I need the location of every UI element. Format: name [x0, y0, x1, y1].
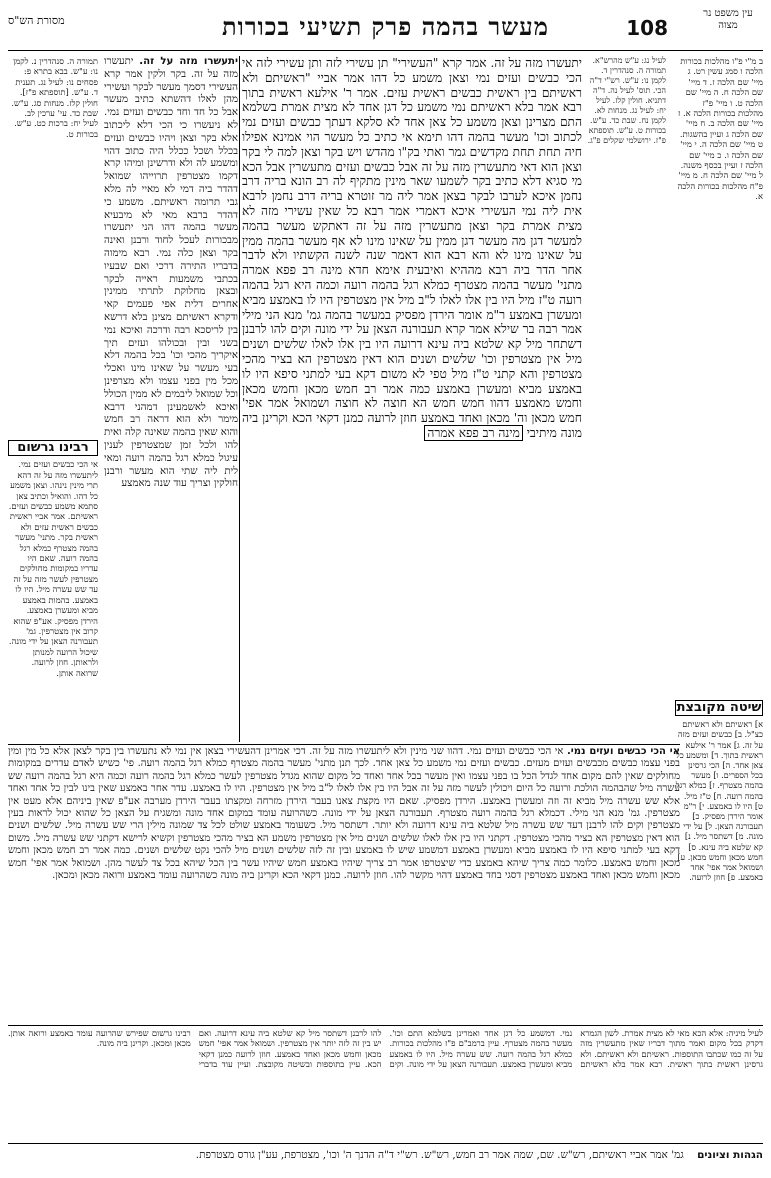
masoret-hashas-column: תמורה ה. סנהדרין נ. לקמן נו: ע"ש. בבא בתרא פ: פסחים נו: לעיל נג. תענית ד. ע"ש. [תוספתא פ"ז]. חולין קלז. מנחות סג. ע"ש. שבת כד. עי' ערכין לב. לעיל יח: ברכות כט. ע"ש. בכורות ט. — [11, 56, 98, 139]
tosafot-dibur-hamatchil: יתעשרו מזה על זה. — [139, 56, 238, 67]
shita-mekubetzet-box — [675, 700, 763, 1020]
tosafot-body: יתעשרו מזה על זה. בקר ולקין אמר קרא העשירי דסמך מעשר לבקר ועשירי מהן לאלו דהשתא כתיב מעשר אבל כל חד וחד כבשים ועזים נמי. לא ניעשרו כי הכי דלא ליכתוב אלא בקר וצאן ויהיו כבשים ועזים בכלל ושכל ככלל היה כתוב דהוי ומשמע לה ולא ודרשינן ומיהו קרא דקמו מצטרפין תרוייהו שמואל דהדר ביה דמי לא מאיי לה מלא גבי תרומה ראשיתם. משמע כי דהדר ברבא מאי לא מיבעיא מעשר בהמה דהו הני יתעשרו מבכורות לעכל לחוד ורבנן ואינה בקר וצאן כלה נמי. רבא מימוה בדבריו התירה דרכי ואם שבעיו בכתבי משמעות ראייה לבקר ובצאן מחלוקת לתרתי ממינין אחרים דלית אפי פעמים קאי ודקרא ראשיתם מצינן בלא דרשא בין לריסכא רבה ודרכה ואיכא נמי בשני ובין ובכולהו ועזים תיך איקריך מהכי וכו' בכל בהמה דלא בעי מעשר על שאינו מינו ואכלי מכל מין בפני עצמו ולא מצרפינן וכל שמואל ליבמים לא ממין הכולל ואיכא לאשמעינן דמהני דרבא מימר ולא הוא דראה רב חמש והוא שאין בהמה שאינה קלה ואית להו ולכל זמן שמצטרפין לענין עיגול כמלא רגל בהמה רועה ומאי לית ליה שתי הוא מעשר ורבנן חולקין וצריך עוד שנה מאמצע — [104, 56, 238, 490]
footnotes-block: לעיל מיניה: אלא הכא מאי לא מצית אמרת. לשון הגמרא דקדק בכל מקום ואמר מתוך דבריו שאין מתעשרין מזה על זה כמו שכתבו התוספות. ראשיתם ולא ראשיתם. ולא גרסינן ראשית בתוך ראשית. רבא אמר בלא ראשיתם נמי. דמשמע כל דגן אחד ואמרינן בשלמא התם וכו'. מעשר בהמה מצטרף. עיין ברמב"ם פ"ז מהלכות בכורות. כמלא רגל בהמה רועה. שש עשרה מיל. היו לו באמצע מביא ומעשרן באמצע. תעבורנה הצאן על ידי מונה. וקים להו לרבנן דשתסר מיל קא שלטא ביה עינא דרועה. ואם יש בין זה לזה יותר אין מצטרפין. ושמואל אמר אפי' חמש מכאן וחמש מכאן ואחד באמצע. חוזן לרועה כמנן דקאי הכא. עיין בתוספות ובשיטה מקובצת. ועיין עוד בדברי רבינו גרשום שפירש שהרועה עומד באמצע ורואה אותן. מכאן ומכאן. וקרינן ביה מונה. — [8, 1028, 763, 1070]
ein-mishpat-column: ב מ"י פ"ו מהלכות בכורות הלכה ו סמג עשין רט. ג מיי' שם הלכה ז. ד מיי' שם הלכה ח. ה מיי' שם הלכה ט. ו מיי' פ"ז מהלכות בכורות הלכה א. ז מיי' שם הלכה ב. ח מיי' שם הלכה ג ועיין בהשגות. ט מיי' שם הלכה ה. י מיי' שם הלכה ו. כ מיי' שם הלכה ז ועיין בכסף משנה. ל מיי' שם הלכה ח. מ מיי' פ"ח מהלכות בכורות הלכה א. — [677, 56, 763, 202]
hagahot-footer — [8, 1143, 763, 1168]
rashi-top-rule — [8, 744, 680, 745]
shita-mekubetzet-title: שיטה מקובצת — [676, 700, 762, 715]
gemara-text — [242, 56, 582, 742]
rabbenu-gershom-box — [8, 440, 98, 740]
rashi-body: אי הכי כבשים ועזים נמי. דהוו שני מינין ולא ליתעשרו מזה על זה. דכי אמרינן דהעשירי בצאן אין נמי לא נתעשרו בין בקר לצאן אלא כל מין ומין בפני עצמו כבשים מכבשים ועזים מעזים. כבשים ועזים נמי משמע כל צאן אחד. לכך תנן מתני' מעשר בהמה מצטרף כמלא רגל בהמה רועה. פי' כשיש לאדם עדרים במקומות מחולקים שאין להם מקום אחד לגדל הכל בו בפני עצמו ואין מעשר בכל אחד ואחד כל מקום שהוא מגדל מצטרפין לעשר כמלא רגל בהמה רועה וכמה היא רגל בהמה רועה שש עשרה מיל שהבהמה הולכת ורועה כל היום ויכולין לעשר מזה על זה אבל היו בין אלו לאלו ל"ב מיל אין מצטרפין. היו לו באמצע. עדר אחר באמצע שאין בינו לבין כל אחד ואחד אלא שש עשרה מיל מביא זה וזה ומעשרן באמצע. הירדן מפסיק. שאם היו מקצת צאנו בעבר הירדן מזרחה ומקצתו בעבר הירדן מערבה אע"פ שאין ביניהם אלא מעט אין מצטרפין. גמ' מנא הני מילי. דכמלא רגל בהמה רועה מצטרף. תעבורנה הצאן על ידי מונה. כשהרועה עומד במקום אחד מונה ומשגיח על הצאן כל שהוא יכול לראות בעין מצטרפין וקים להו לרבנן דעד שש עשרה מיל שלטא ביה עינא דרועה ולא יותר. דשתסר מיל. כשעומד באמצע שולט לכל צד שמונה מילין הרי שש עשרה מיל. שלשים ושנים הוא דאין מצטרפין הא בציר מהכי מצטרפין. דקתני היו בין אלו לאלו שלשים ושנים מיל אין מצטרפין משמע הא בציר מהכי מצטרפין וקשיא לרישא דקתני שש עשרה מיל. משום דקא בעי למתני סיפא היו לו באמצע מביא ומעשרן באמצע דמשמע שיש לו באמצע ובין זה לזה שלשים ושנים מיל להכי נקט שלשים ושנים. כמה אמר רב חמש מכאן וחמש מכאן וחמש באמצע. כלומר כמה צריך שיהא באמצע כדי שיצטרפו אמר רב צריך שיהיו באמצע חמש שיהיו עשר בין הכל שיהא בכל צד לעשר מהן. ושמואל אמר אפי' חמש מכאן וחמש מכאן ואחד באמצע מצטרפין דסגי בחד באמצע דהוי מקשר להו. חוזן לרועה. כמנן דקאי הכא וקרינן ביה מונה כשהרועה עומד באמצע ורואה מכאן ומכאן. — [8, 746, 680, 882]
hagahot-text: גמ' אמר אביי ראשיתם, רש"ש. שם, שמה אמר רב חמש, רש"ש. רש"י ד"ה הדנך ה' וכו', מצטרפת, עע"ן גורס מצטרפת. — [195, 1149, 684, 1161]
gemara-body: יתעשרו מזה על זה. אמר קרא "העשירי" תן עשירי לזה ותן עשירי לזה אי הכי כבשים ועזים נמי וצאן משמע כל דהו אמר אביי "ראשיתם ולא ראשיתם בין ראשית כבשים ראשית עזים. אמר ר' אילעא ראשית בתוך רבא אמר בלא ראשיתם נמי משמע כל דגן אחד לא מצית אמרת בשלמא התם מצרינן וצאן משמע כל צאן אחד לא סלקא דעתך כבשים ועזים נמי לכתוב וכו' מעשר בהמה דהו תימא אי כתיב כל מעשר הוי אמינא אפילו חיה תחת תחת מקדשים גמר ואתי בק"ו מהדש ויש בקר וצאן למה לי בקר וצאן הוא דאי מתעשרין מזה על זה אבל כבשים ועזים מתעשרין אבל הכא מי סגיא דלא כתיב בקר לשמעו שאר מינין מתקיף לה רב הונא בריה דרב נחמן איכא לערבו לבקר בצאן אמר ליה מר זוטרא בריה דרב נחמן לרבא אית ליה נמי העשירי איכא דאמרי אמר רבא כל שאין עשירי מזה לא מצית אמרת בקר וצאן מתעשרין מזה על זה דאתקש מעשר בהמה למעשר דגן מה מעשר דגן ממין על שאינו מינו לא אף מעשר בהמה ממין על שאינו מינו לא והא רבא הוא דאמר שנה לשנה הקשתיו ולא לדבר אחר הדר ביה רבא מההיא ואיבעית אימא חדא מינה רב פפא אמרה מתני' מעשר בהמה מצטרף כמלא רגל בהמה רועה וכמה היא רגל בהמה רועה ט"ז מיל היו בין אלו לאלו ל"ב מיל אין מצטרפין היו לו באמצע מביא ומעשרן באמצע ר"מ אומר הירדן מפסיק במעשר בהמה גמ' מנא הני מילי אמר רבה בר שילא אמר קרא תעבורנה הצאן על ידי מונה וקים להו לרבנן דשתחר מיל קא שלטא ביה עינא דרועה היו בין אלו לאלו שלשים ושנים מיל אין מצטרפין וכו' שלשים ושנים הוא דאין מצטרפין הא בציר מהכי מצטרפין והא קתני ט"ז מיל טפי לא משום דקא בעי למתני סיפא היו לו באמצע מביא ומעשרן באמצע כמה אמר רב חמש מכאן וחמש מכאן וחמש מאמצע דהוו חמש חמש הא חוצה לא חוצה ושמואל אמר אפי' חמש מכאן וה' מכאן ואחד באמצע חוזן לרועה כמנן דקאי הכא וקרינן ביה מונה מיתיבי — [242, 56, 582, 440]
tosafot-column — [104, 56, 238, 742]
hagahot-label: הגהות וציונים — [697, 1149, 763, 1161]
highlighted-phrase: מינה רב פפא אמרה — [424, 425, 523, 441]
footnotes-rule — [8, 1025, 763, 1026]
masoret-hashas-label: מסורת הש"ס — [8, 14, 65, 27]
rabbenu-gershom-title: רבינו גרשום — [8, 440, 98, 456]
page-title: מעשר בהמה פרק תשיעי בכורות — [222, 12, 549, 41]
header-rule — [8, 50, 763, 51]
gemara-margin-glosses: לעיל נג: ע"ש מהרש"א. תמורה ה. סנהדרין ד. לקמן נו: ע"ש. רש"י ד"ה הכי. תוס' לעיל נה. ד"ה דתניא. חולין קלז. לעיל יח: לעיל נג. מנחות לא. לקמן נח. שבת כד. ע"ש. בכורות ט. ע"ש. תוספתא פ"ז. ירושלמי שקלים פ"ג. — [587, 56, 666, 145]
shita-mekubetzet-body: א] ראשיתם ולא ראשיתם כצ"ל. ב] כבשים ועזים מזה על זה. ג] אמר ר' אילעא ראשית בתוך. ד] ומשמע כל צאן אחד. ה] הכי גרסינן בכל הספרים. ו] מעשר בהמה מצטרף. ז] כמלא רגל בהמה רועה. ח] ט"ז מיל. ט] היו לו באמצע. י] ר"מ אומר הירדן מפסיק. כ] תעבורנה הצאן. ל] על ידי מונה. מ] דשתסר מיל. נ] קא שלטא ביה עינא. ס] חמש מכאן וחמש מכאן. ע] ושמואל אמר אפי' אחד באמצע. פ] חוזן לרועה. — [675, 719, 763, 883]
rabbenu-gershom-body: אי הכי כבשים ועזים נמי. ליתעשרו מזה על זה דהא תרי מינין נינהו. וצאן משמע כל דהו. והואיל וכתיב צאן סתמא משמע כבשים ועזים. ראשיתם. אמר אביי ראשית כבשים ראשית עזים ולא ראשית בקר. מתני' מעשר בהמה מצטרף כמלא רגל בהמה רועה. שאם היו עדריו במקומות מחולקים מצטרפין לעשר מזה על זה עד שש עשרה מיל. היו לו באמצע. בהמות באמצע מביא ומעשרן באמצע. הירדן מפסיק. אע"פ שהוא קרוב אין מצטרפין. גמ' תעבורנה הצאן על ידי מונה. שיכול הרועה למנותן ולראותן. חוזן לרועה. שרואה אותן. — [8, 459, 98, 678]
ein-mishpat-label: עין משפט נר מצוה — [703, 8, 753, 31]
page-header — [8, 6, 763, 46]
page-number: 108 — [626, 16, 668, 40]
rashi-commentary — [8, 746, 680, 1021]
rashi-dibur-hamatchil: אי הכי כבשים ועזים נמי. — [567, 746, 680, 757]
column-divider — [239, 56, 240, 742]
